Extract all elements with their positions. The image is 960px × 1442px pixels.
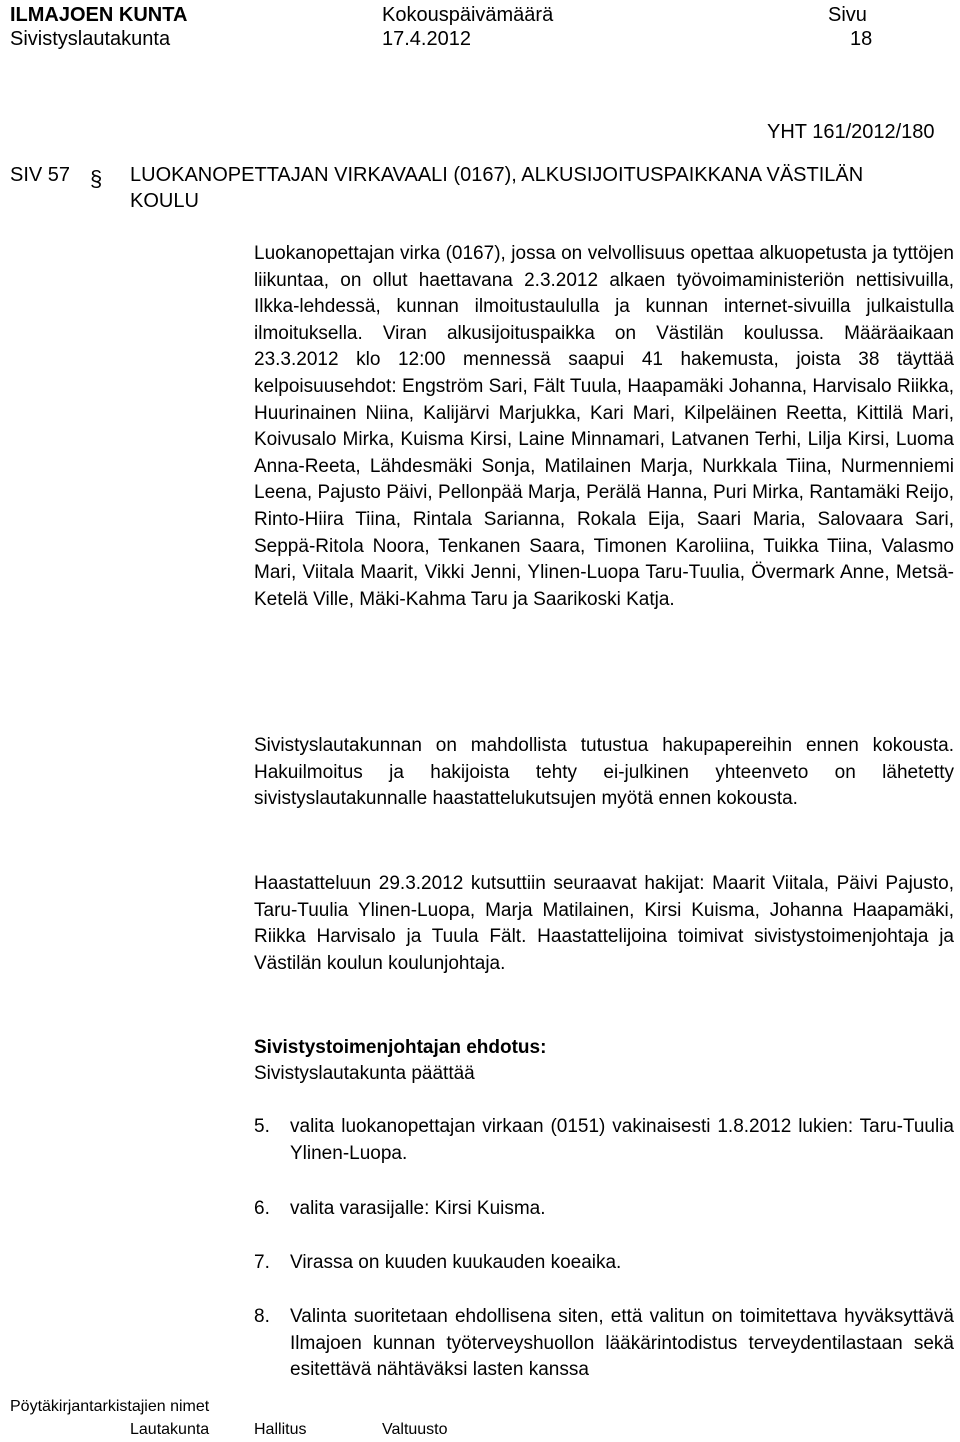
- proposal-heading: Sivistystoimenjohtajan ehdotus:: [254, 1037, 547, 1058]
- board-name: Sivistyslautakunta: [10, 28, 171, 50]
- footer-council-label: Valtuusto: [382, 1421, 448, 1438]
- item-number: 5.: [254, 1116, 270, 1137]
- decision-item: [254, 1250, 954, 1278]
- item-text: valita varasijalle: Kirsi Kuisma.: [290, 1198, 546, 1219]
- section-code: SIV 57: [10, 164, 71, 186]
- decision-item: [254, 1114, 954, 1170]
- item-text: Virassa on kuuden kuukauden koeaika.: [290, 1252, 622, 1273]
- item-text: valita luokanopettajan virkaan (0151) vakinaisesti 1.8.2012 lukien: Taru-Tuulia Ylinen-Luopa.: [290, 1116, 954, 1164]
- section-sign: §: [90, 166, 103, 191]
- decision-item: [254, 1196, 954, 1224]
- decision-item: [254, 1304, 954, 1388]
- proposal-subheading: Sivistyslautakunta päättää: [254, 1063, 475, 1084]
- footer-checkers-label: Pöytäkirjantarkistajien nimet: [10, 1398, 210, 1415]
- item-number: 7.: [254, 1252, 270, 1273]
- item-number: 6.: [254, 1198, 270, 1219]
- page-number: 18: [850, 28, 873, 50]
- page-label: Sivu: [828, 4, 867, 26]
- meeting-date: 17.4.2012: [382, 28, 471, 50]
- applications-paragraph: Luokanopettajan virka (0167), jossa on velvollisuus opettaa alkuopetusta ja tyttöjen liikuntaa, on ollut haettavana 2.3.2012 alkaen työvoimaministeriön nettisivuilla, Ilkka-lehdessä, kunnan ilmoitustaululla ja kunnan internet-sivuilla julkaistulla ilmoituksella. Viran alkusijoituspaikka on Västilän koulussa. Määräaikaan 23.3.2012 klo 12:00 mennessä saapui 41 hakemusta, joista 38 täyttää kelpoisuusehdot: Engström Sari, Fält Tuula, Haapamäki Johanna, Harvisalo Riikka, Huurinainen Niina, Kalijärvi Marjukka, Kari Mari, Kilpeläinen Reetta, Kittilä Mari, Koivusalo Mirka, Kuisma Kirsi, Laine Minnamari, Latvanen Terhi, Lilja Kirsi, Luoma Anna-Reeta, Lähdesmäki Sonja, Matilainen Marja, Nurkkala Tiina, Nurmenniemi Leena, Pajusto Päivi, Pellonpää Marja, Perälä Hanna, Puri Mirka, Rantamäki Reijo, Rinto-Hiira Tiina, Rintala Sarianna, Rokala Eija, Saari Maria, Salovaara Sari, Seppä-Ritola Noora, Tenkanen Saara, Timonen Karoliina, Tuikka Tiina, Valasmo Mari, Viitala Maarit, Vikki Jenni, Ylinen-Luopa Taru-Tuulia, Övermark Anne, Metsä-Ketelä Ville, Mäki-Kahma Taru ja Saarikoski Katja.: [254, 243, 954, 610]
- footer-board-label: Lautakunta: [130, 1421, 210, 1438]
- documents-paragraph: Sivistyslautakunnan on mahdollista tutustua hakupapereihin ennen kokousta. Hakuilmoitus ja hakijoista tehty ei-julkinen yhteenveto on lähetetty sivistyslautakunnalle haastattelukutsujen myötä ennen kokousta.: [254, 735, 954, 810]
- interview-paragraph: Haastatteluun 29.3.2012 kutsuttiin seuraavat hakijat: Maarit Viitala, Päivi Pajusto, Taru-Tuulia Ylinen-Luopa, Marja Matilainen, Kirsi Kuisma, Johanna Haapamäki, Riikka Harvisalo ja Tuula Fält. Haastattelijoina toimivat sivistystoimenjohtaja ja Västilän koulun koulunjohtaja.: [254, 873, 954, 974]
- reference-number: YHT 161/2012/180: [767, 121, 935, 143]
- footer-government-label: Hallitus: [254, 1421, 307, 1438]
- date-label: Kokouspäivämäärä: [382, 4, 554, 26]
- item-text: Valinta suoritetaan ehdollisena siten, että valitun on toimitettava hyväksyttävä Ilmajoen kunnan työterveyshuollon lääkärintodistus terveydentilastaan sekä esitettävä nähtäväksi lasten kanssa: [290, 1306, 954, 1381]
- item-number: 8.: [254, 1306, 270, 1327]
- municipality-name: ILMAJOEN KUNTA: [10, 4, 188, 26]
- section-title: LUOKANOPETTAJAN VIRKAVAALI (0167), ALKUSIJOITUSPAIKKANA VÄSTILÄN KOULU: [130, 164, 864, 212]
